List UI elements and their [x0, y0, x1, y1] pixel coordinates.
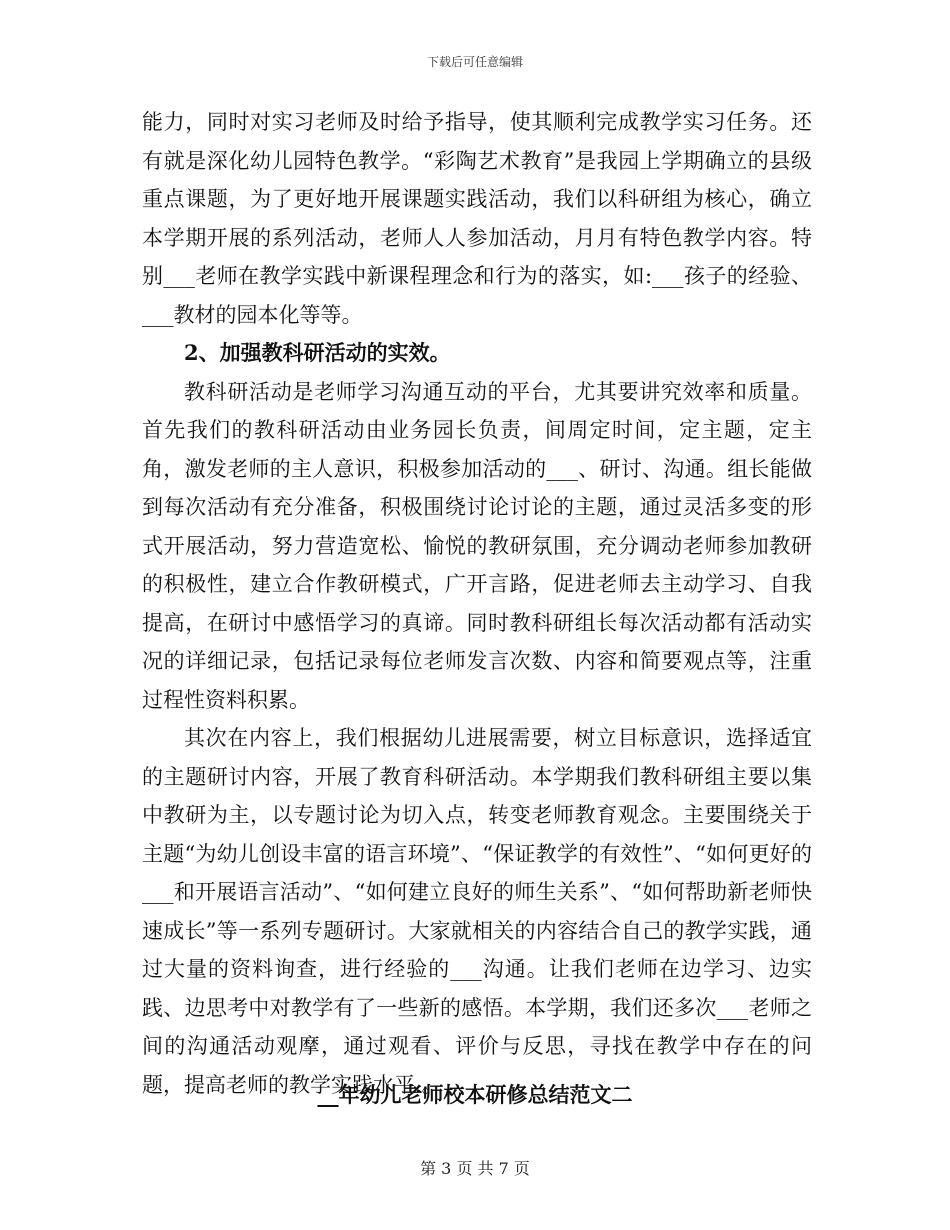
page-number: 第 3 页 共 7 页 — [420, 1159, 530, 1178]
paragraph-3: 其次在内容上，我们根据幼儿进展需要，树立目标意识，选择适宜的主题研讨内容，开展了教育科研活动。本学期我们教科研组主要以集中教研为主，以专题讨论为切入点，转变老师教育观念。主要围绕关于主题“为幼儿创设丰富的语言环境”、“保证教学的有效性”、“如何更好的___和开展语言活动”、“如何建立良好的师生关系”、“如何帮助新老师快速成长”等一系列专题研讨。大家就相关的内容结合自己的教学实践，通过大量的资料询查，进行经验的___沟通。让我们老师在边学习、边实践、边思考中对教学有了一些新的感悟。本学期，我们还多次___老师之间的沟通活动观摩，通过观看、评价与反思，寻找在教学中存在的问题，提高老师的教学实践水平.。 — [142, 726, 812, 1097]
section-heading-2: 2、加强教科研活动的实效。 — [184, 340, 451, 365]
section-title: __年幼儿老师校本研修总结范文二 — [317, 1082, 633, 1107]
paragraph-2: 教科研活动是老师学习沟通互动的平台，尤其要讲究效率和质量。首先我们的教科研活动由业务园长负责，间周定时间，定主题，定主角，激发老师的主人意识，积极参加活动的___、研讨、沟通。组长能做到每次活动有充分准备，积极围绕讨论讨论的主题，通过灵活多变的形式开展活动，努力营造宽松、愉悦的教研氛围，充分调动老师参加教研的积极性，建立合作教研模式，广开言路，促进老师去主动学习、自我提高，在研讨中感悟学习的真谛。同时教科研组长每次活动都有活动实况的详细记录，包括记录每位老师发言次数、内容和简要观点等，注重过程性资料积累。 — [142, 379, 812, 712]
paragraph-1: 能力，同时对实习老师及时给予指导，使其顺利完成教学实习任务。还有就是深化幼儿园特色教学。“彩陶艺术教育”是我园上学期确立的县级重点课题，为了更好地开展课题实践活动，我们以科研组为核心，确立本学期开展的系列活动，老师人人参加活动，月月有特色教学内容。特别___老师在教学实践中新课程理念和行为的落实，如:___孩子的经验、___教材的园本化等等。 — [142, 110, 812, 327]
page-header: 下载后可任意编辑 — [426, 55, 523, 69]
document-body — [142, 103, 812, 1104]
